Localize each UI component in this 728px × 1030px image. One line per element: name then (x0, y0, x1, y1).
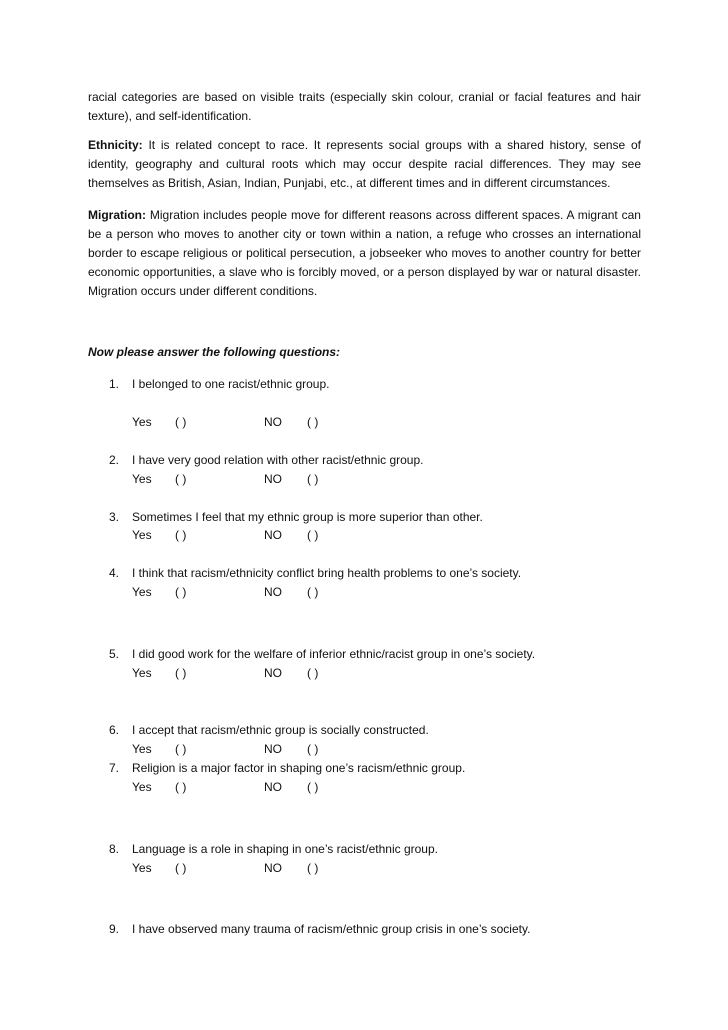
yes-label: Yes (132, 780, 152, 794)
yes-label: Yes (132, 415, 152, 429)
race-definition-continuation: racial categories are based on visible traits (especially skin colour, cranial or facial features and hair texture), and self-identification. (88, 90, 641, 123)
yes-label: Yes (132, 666, 152, 680)
no-label: NO (264, 472, 282, 486)
yes-checkbox[interactable]: ( ) (175, 861, 187, 875)
no-checkbox[interactable]: ( ) (307, 742, 319, 756)
no-label: NO (264, 861, 282, 875)
yes-label: Yes (132, 528, 152, 542)
yes-checkbox[interactable]: ( ) (175, 528, 187, 542)
no-checkbox[interactable]: ( ) (307, 666, 319, 680)
no-checkbox[interactable]: ( ) (307, 528, 319, 542)
no-label: NO (264, 666, 282, 680)
migration-paragraph (88, 206, 641, 301)
question-text: I belonged to one racist/ethnic group. (132, 377, 330, 391)
no-checkbox[interactable]: ( ) (307, 861, 319, 875)
ethnicity-label: Ethnicity: (88, 138, 143, 152)
ethnicity-text: It is related concept to race. It represents social groups with a shared history, sense of identity, geography and cultural roots which may occur despite racial differences. They may see themselves as British, Asian, Indian, Punjabi, etc., at different times and in different circumstances. (88, 138, 641, 190)
question-number: 8. (109, 842, 120, 856)
migration-text: Migration includes people move for different reasons across different spaces. A migrant can be a person who moves to another city or town within a nation, a refuge who crosses an international border to escape religious or political persecution, a jobseeker who moves to another country for better economic opportunities, a slave who is forcibly moved, or a person displayed by war or natural disaster. Migration occurs under different conditions. (88, 208, 641, 298)
question-text: I think that racism/ethnicity conflict bring health problems to one’s society. (132, 566, 522, 580)
question-number: 4. (109, 566, 120, 580)
no-checkbox[interactable]: ( ) (307, 585, 319, 599)
question-text: Language is a role in shaping in one’s racist/ethnic group. (132, 842, 438, 856)
yes-label: Yes (132, 742, 152, 756)
question-text: I have very good relation with other racist/ethnic group. (132, 453, 424, 467)
ethnicity-paragraph (88, 136, 641, 193)
yes-checkbox[interactable]: ( ) (175, 666, 187, 680)
question-number: 9. (109, 922, 120, 936)
yes-label: Yes (132, 585, 152, 599)
question-number: 7. (109, 761, 120, 775)
no-label: NO (264, 780, 282, 794)
no-label: NO (264, 585, 282, 599)
questions-heading: Now please answer the following questions: (88, 345, 341, 359)
question-text: I have observed many trauma of racism/ethnic group crisis in one’s society. (132, 922, 531, 936)
migration-label: Migration: (88, 208, 146, 222)
no-label: NO (264, 742, 282, 756)
yes-checkbox[interactable]: ( ) (175, 742, 187, 756)
yes-checkbox[interactable]: ( ) (175, 415, 187, 429)
question-text: Religion is a major factor in shaping one’s racism/ethnic group. (132, 761, 466, 775)
yes-checkbox[interactable]: ( ) (175, 780, 187, 794)
no-label: NO (264, 528, 282, 542)
question-number: 2. (109, 453, 120, 467)
no-label: NO (264, 415, 282, 429)
question-number: 6. (109, 723, 120, 737)
question-number: 1. (109, 377, 120, 391)
no-checkbox[interactable]: ( ) (307, 415, 319, 429)
yes-label: Yes (132, 472, 152, 486)
question-text: I accept that racism/ethnic group is socially constructed. (132, 723, 429, 737)
yes-checkbox[interactable]: ( ) (175, 585, 187, 599)
yes-label: Yes (132, 861, 152, 875)
question-number: 5. (109, 647, 120, 661)
question-text: Sometimes I feel that my ethnic group is more superior than other. (132, 510, 483, 524)
no-checkbox[interactable]: ( ) (307, 780, 319, 794)
question-text: I did good work for the welfare of inferior ethnic/racist group in one’s society. (132, 647, 536, 661)
no-checkbox[interactable]: ( ) (307, 472, 319, 486)
yes-checkbox[interactable]: ( ) (175, 472, 187, 486)
question-number: 3. (109, 510, 120, 524)
